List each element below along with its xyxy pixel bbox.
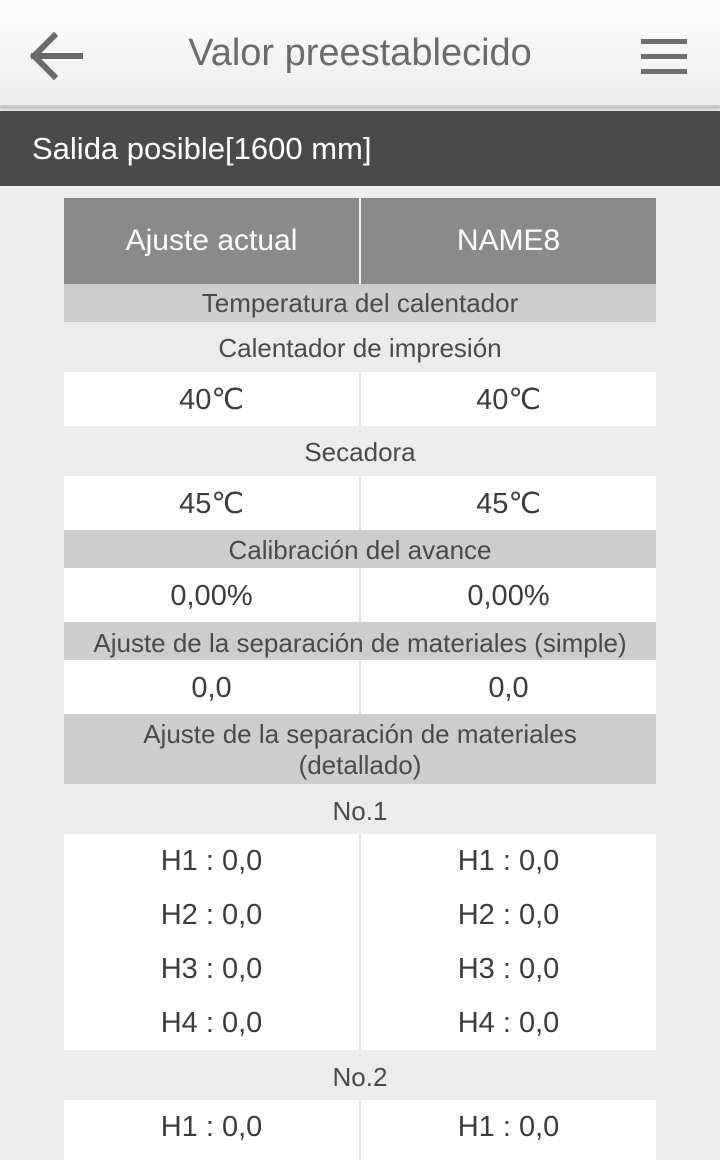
- menu-line: [641, 54, 687, 59]
- app-bar: [0, 0, 720, 108]
- column-preset-name: NAME8: [359, 198, 656, 284]
- no1-current-h2: H2 : 0,0: [160, 899, 263, 931]
- no1-current-h4: H4 : 0,0: [160, 1007, 263, 1039]
- media-gap-simple-row: [64, 660, 656, 714]
- no1-current-h1: H1 : 0,0: [160, 845, 263, 877]
- no1-current-h3: H3 : 0,0: [160, 953, 263, 985]
- print-heater-label: Calentador de impresión: [218, 333, 502, 363]
- dryer-row: [64, 476, 656, 530]
- no2-preset-column: [359, 1100, 656, 1160]
- menu-line: [641, 69, 687, 74]
- hamburger-menu-icon[interactable]: [636, 28, 692, 84]
- section-media-gap-detailed: Ajuste de la separación de materiales (detallado): [64, 714, 656, 784]
- no2-preset-h1: H1 : 0,0: [457, 1111, 560, 1143]
- feed-calibration-preset: 0,00%: [359, 568, 656, 622]
- page-title: Valor preestablecido: [188, 32, 532, 74]
- column-current-setting: Ajuste actual: [125, 224, 298, 257]
- possible-output-bar: Salida posible[1600 mm]: [0, 111, 720, 186]
- no1-values-row: [64, 834, 656, 1050]
- feed-calibration-current: 0,00%: [170, 580, 253, 612]
- media-gap-simple-current: 0,0: [191, 672, 232, 704]
- feed-calibration-row: [64, 568, 656, 622]
- media-gap-simple-preset: 0,0: [359, 660, 656, 714]
- section-feed-calibration: Calibración del avance: [64, 530, 656, 568]
- no1-label: No.1: [332, 796, 388, 826]
- dryer-preset: 45℃: [359, 476, 656, 530]
- no2-label: No.2: [332, 1062, 388, 1092]
- no1-preset-h1: H1 : 0,0: [457, 845, 560, 877]
- no1-preset-column: [359, 834, 656, 1050]
- no1-preset-h3: H3 : 0,0: [457, 953, 560, 985]
- print-heater-current: 40℃: [179, 384, 244, 416]
- dryer-label: Secadora: [304, 437, 416, 467]
- table-header: [64, 198, 656, 284]
- dryer-current: 45℃: [179, 488, 244, 520]
- preset-comparison-table: [64, 198, 656, 1160]
- no1-preset-h4: H4 : 0,0: [457, 1007, 560, 1039]
- print-heater-preset: 40℃: [359, 372, 656, 426]
- no2-current-column: [64, 1100, 359, 1160]
- no1-preset-h2: H2 : 0,0: [457, 899, 560, 931]
- no1-current-column: [64, 834, 359, 1050]
- print-heater-row: [64, 372, 656, 426]
- menu-line: [641, 39, 687, 44]
- section-heater-temperature: Temperatura del calentador: [64, 284, 656, 322]
- no2-current-h1: H1 : 0,0: [160, 1111, 263, 1143]
- no2-values-row: [64, 1100, 656, 1160]
- section-media-gap-simple: Ajuste de la separación de materiales (simple): [64, 622, 656, 660]
